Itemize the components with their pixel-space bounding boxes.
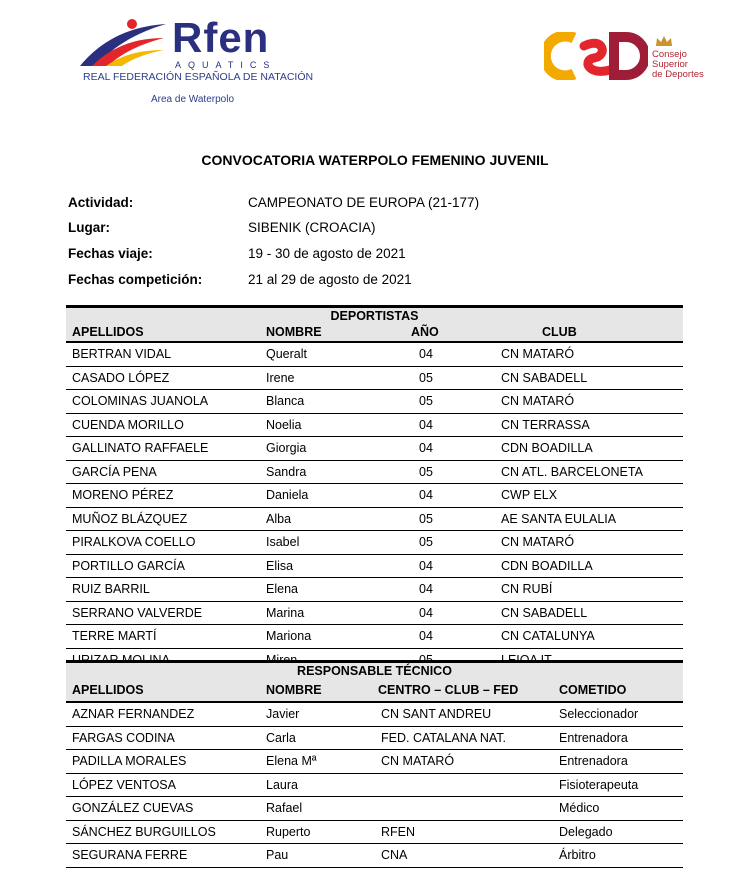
column-header: APELLIDOS xyxy=(72,683,144,697)
table-row xyxy=(66,821,683,845)
table-row xyxy=(66,602,683,626)
tecnicos-header-row xyxy=(66,679,683,703)
table-cell: Médico xyxy=(559,801,600,815)
info-value: CAMPEONATO DE EUROPA (21-177) xyxy=(248,195,480,210)
table-cell: CWP ELX xyxy=(501,488,558,502)
table-row xyxy=(66,461,683,485)
table-cell: FED. CATALANA NAT. xyxy=(381,730,507,745)
table-cell: Fisioterapeuta xyxy=(559,777,639,792)
table-row xyxy=(66,578,683,602)
table-cell: 04 xyxy=(419,417,433,432)
table-cell: Blanca xyxy=(266,394,305,408)
table-cell: Queralt xyxy=(266,347,307,361)
table-cell: Elena xyxy=(266,582,298,596)
table-cell: 04 xyxy=(419,441,433,455)
table-cell: Javier xyxy=(266,707,300,721)
table-cell: 04 xyxy=(419,347,433,361)
table-cell: RFEN xyxy=(381,824,416,839)
csd-name: Consejo Superior de Deportes xyxy=(652,49,704,80)
table-row xyxy=(66,531,683,555)
table-row xyxy=(66,750,683,774)
table-cell: MORENO PÉREZ xyxy=(72,488,174,502)
table-cell: 04 xyxy=(419,582,433,596)
table-row xyxy=(66,555,683,579)
table-cell: COLOMINAS JUANOLA xyxy=(72,394,209,408)
table-cell: AZNAR FERNANDEZ xyxy=(72,707,195,721)
table-cell: Irene xyxy=(266,370,295,385)
crown-icon xyxy=(654,34,674,48)
table-cell: CNA xyxy=(381,848,408,862)
table-row xyxy=(66,390,683,414)
table-cell: Marina xyxy=(266,605,305,620)
tecnicos-section-title: RESPONSABLE TÉCNICO xyxy=(66,660,683,679)
table-row xyxy=(66,484,683,508)
rfen-area: Area de Waterpolo xyxy=(151,94,235,105)
table-row xyxy=(66,774,683,798)
table-cell: 05 xyxy=(419,535,433,549)
table-cell: CN SABADELL xyxy=(501,605,588,620)
column-header: NOMBRE xyxy=(266,325,322,339)
table-cell: GALLINATO RAFFAELE xyxy=(72,441,209,455)
table-row xyxy=(66,508,683,532)
table-cell: RUIZ BARRIL xyxy=(72,582,150,596)
table-cell: GARCÍA PENA xyxy=(72,464,157,479)
table-cell: GONZÁLEZ CUEVAS xyxy=(72,801,194,815)
rfen-wordmark: Rfen xyxy=(172,14,270,61)
csd-mark-icon xyxy=(544,32,648,80)
tecnicos-table xyxy=(66,660,683,868)
rfen-tagline: AQUATICS xyxy=(175,60,277,70)
table-cell: Sandra xyxy=(266,464,307,479)
table-cell: FARGAS CODINA xyxy=(72,730,175,745)
table-row xyxy=(66,343,683,367)
table-cell: PADILLA MORALES xyxy=(72,754,187,768)
document-title: CONVOCATORIA WATERPOLO FEMENINO JUVENIL xyxy=(201,152,549,168)
column-header: CLUB xyxy=(542,325,577,339)
table-cell: SEGURANA FERRE xyxy=(72,848,188,862)
info-value: 19 - 30 de agosto de 2021 xyxy=(248,246,406,261)
deportistas-section-title: DEPORTISTAS xyxy=(66,305,683,324)
table-row xyxy=(66,437,683,461)
table-cell: SÁNCHEZ BURGUILLOS xyxy=(72,824,216,839)
table-cell: CN ATL. BARCELONETA xyxy=(501,464,643,479)
table-cell: Seleccionador xyxy=(559,707,639,721)
table-cell: Noelia xyxy=(266,417,302,432)
info-value: SIBENIK (CROACIA) xyxy=(248,220,376,235)
table-cell: Árbitro xyxy=(559,848,596,862)
column-header: AÑO xyxy=(411,325,439,339)
table-cell: Elisa xyxy=(266,558,294,573)
rfen-full-name: REAL FEDERACIÓN ESPAÑOLA DE NATACIÓN xyxy=(83,71,314,83)
table-cell: Mariona xyxy=(266,629,312,643)
table-cell: Entrenadora xyxy=(559,730,628,745)
table-cell: CASADO LÓPEZ xyxy=(72,370,170,385)
table-cell: Laura xyxy=(266,777,298,792)
table-cell: CN SABADELL xyxy=(501,370,588,385)
table-cell: PORTILLO GARCÍA xyxy=(72,558,185,573)
table-cell: Giorgia xyxy=(266,441,307,455)
table-cell: 05 xyxy=(419,370,433,385)
table-cell: CN RUBÍ xyxy=(501,582,553,596)
table-cell: CN TERRASSA xyxy=(501,417,590,432)
info-label: Fechas viaje: xyxy=(68,246,153,261)
column-header: CENTRO – CLUB – FED xyxy=(378,683,519,697)
table-cell: Alba xyxy=(266,511,292,526)
csd-logo xyxy=(544,32,724,92)
table-cell: MUÑOZ BLÁZQUEZ xyxy=(72,511,188,526)
info-label: Actividad: xyxy=(68,195,134,210)
table-cell: 04 xyxy=(419,605,433,620)
table-cell: CN MATARÓ xyxy=(501,535,575,549)
table-cell: Entrenadora xyxy=(559,754,628,768)
table-cell: 05 xyxy=(419,394,433,408)
table-cell: 05 xyxy=(419,464,433,479)
table-cell: Isabel xyxy=(266,535,300,549)
column-header: NOMBRE xyxy=(266,683,322,697)
rfen-logo xyxy=(78,14,314,109)
table-cell: LÓPEZ VENTOSA xyxy=(72,777,176,792)
table-row xyxy=(66,797,683,821)
table-cell: TERRE MARTÍ xyxy=(72,629,157,643)
column-header: COMETIDO xyxy=(559,683,627,697)
column-header: APELLIDOS xyxy=(72,325,144,339)
table-cell: 04 xyxy=(419,629,433,643)
deportistas-table xyxy=(66,305,683,672)
table-cell: PIRALKOVA COELLO xyxy=(72,535,196,549)
table-cell: CN MATARÓ xyxy=(501,394,575,408)
table-row xyxy=(66,844,683,868)
table-cell: Daniela xyxy=(266,488,309,502)
table-row xyxy=(66,703,683,727)
table-cell: 04 xyxy=(419,488,433,502)
table-cell: CN SANT ANDREU xyxy=(381,707,492,721)
deportistas-header-row xyxy=(66,324,683,343)
info-label: Lugar: xyxy=(68,220,110,235)
info-value: 21 al 29 de agosto de 2021 xyxy=(248,272,412,287)
table-cell: Carla xyxy=(266,730,296,745)
table-cell: SERRANO VALVERDE xyxy=(72,605,203,620)
table-cell: Delegado xyxy=(559,824,613,839)
table-cell: CUENDA MORILLO xyxy=(72,417,184,432)
table-row xyxy=(66,625,683,649)
table-cell: Rafael xyxy=(266,801,303,815)
table-cell: CN MATARÓ xyxy=(381,754,455,768)
table-row xyxy=(66,727,683,751)
table-row xyxy=(66,414,683,438)
table-cell: CDN BOADILLA xyxy=(501,441,593,455)
table-cell: Ruperto xyxy=(266,824,311,839)
table-cell: CN CATALUNYA xyxy=(501,629,595,643)
table-cell: CN MATARÓ xyxy=(501,347,575,361)
table-row xyxy=(66,367,683,391)
table-cell: CDN BOADILLA xyxy=(501,558,593,573)
table-cell: 05 xyxy=(419,511,433,526)
table-cell: Pau xyxy=(266,848,289,862)
table-cell: BERTRAN VIDAL xyxy=(72,347,172,361)
info-label: Fechas competición: xyxy=(68,272,203,287)
rfen-swoosh-icon xyxy=(78,18,170,70)
table-cell: Elena Mª xyxy=(266,754,317,768)
table-cell: 04 xyxy=(419,558,433,573)
table-cell: AE SANTA EULALIA xyxy=(501,511,617,526)
